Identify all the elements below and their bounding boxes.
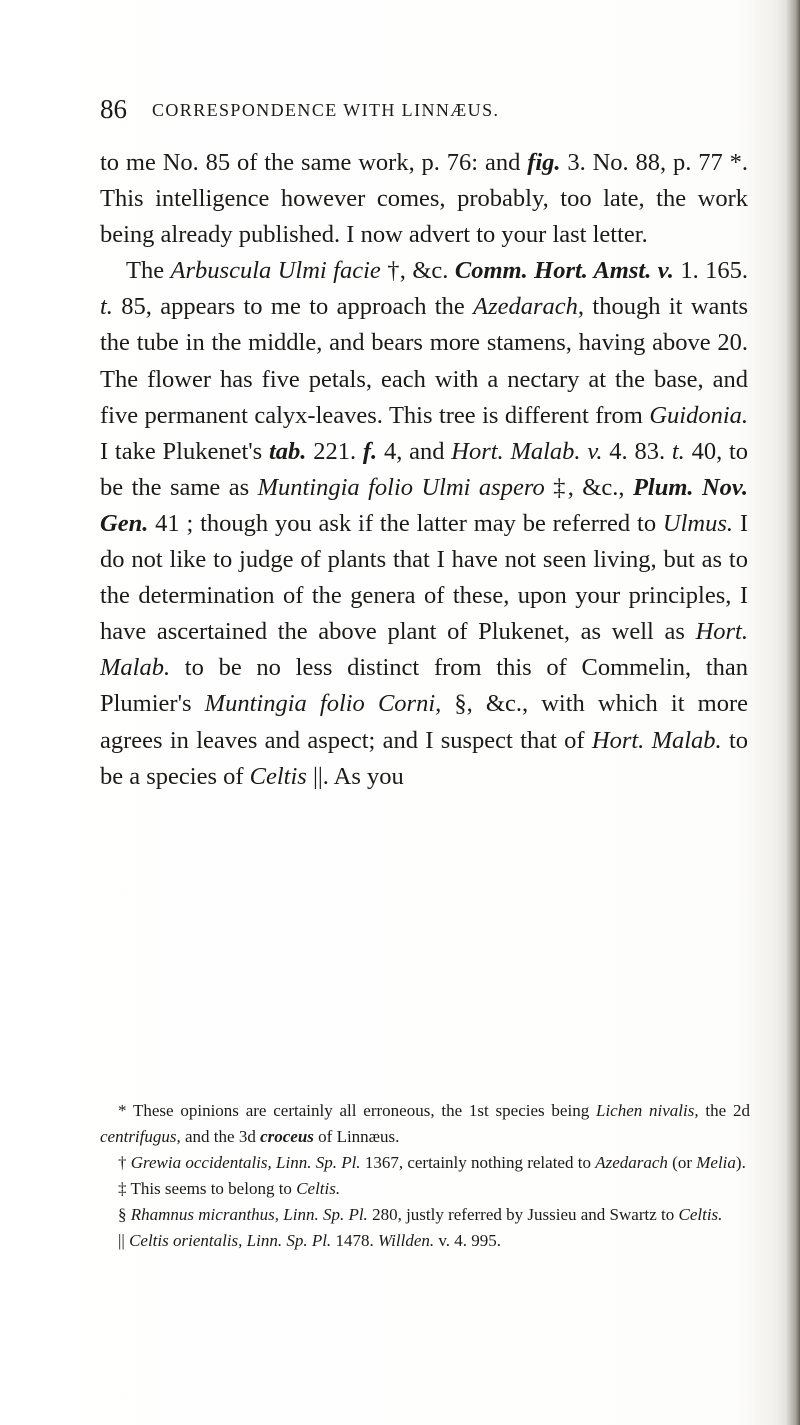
- page-edge-shadow: [786, 0, 800, 1425]
- body-text: [100, 145, 748, 795]
- footnote-4: § Rhamnus micranthus, Linn. Sp. Pl. 280, justly referred by Jussieu and Swartz to Celtis.: [118, 1204, 723, 1224]
- page-number: 86: [100, 94, 127, 124]
- running-head-title: CORRESPONDENCE WITH LINNÆUS.: [152, 100, 500, 120]
- footnote-5: || Celtis orientalis, Linn. Sp. Pl. 1478. Willden. v. 4. 995.: [118, 1230, 502, 1250]
- paragraph-2: The Arbuscula Ulmi facie †, &c. Comm. Hort. Amst. v. 1. 165. t. 85, appears to me to approach the Azedarach, though it wants the tube in the middle, and bears more stamens, having above 20. The flower has five petals, each with a nectary at the base, and five permanent calyx-leaves. This tree is different from Guidonia. I take Plukenet's tab. 221. f. 4, and Hort. Malab. v. 4. 83. t. 40, to be the same as Muntingia folio Ulmi aspero ‡, &c., Plum. Nov. Gen. 41 ; though you ask if the latter may be referred to Ulmus. I do not like to judge of plants that I have not seen living, but as to the determination of the genera of these, upon your principles, I have ascertained the above plant of Plukenet, as well as Hort. Malab. to be no less distinct from this of Commelin, than Plumier's Muntingia folio Corni, §, &c., with which it more agrees in leaves and aspect; and I suspect that of Hort. Malab. to be a species of Celtis ||. As you: [100, 257, 749, 790]
- footnote-2: † Grewia occidentalis, Linn. Sp. Pl. 1367, certainly nothing related to Azedarach (or Melia).: [118, 1152, 746, 1172]
- paragraph-1: to me No. 85 of the same work, p. 76: and fig. 3. No. 88, p. 77 *. This intelligence however comes, probably, too late, the work being already published. I now advert to your last letter.: [100, 149, 748, 249]
- footnote-1: * These opinions are certainly all erroneous, the 1st species being Lichen nivalis, the 2d centrifugus, and the 3d croceus of Linnæus.: [100, 1101, 750, 1146]
- footnote-3: ‡ This seems to belong to Celtis.: [118, 1178, 341, 1198]
- running-head: [100, 94, 740, 134]
- footnotes: [100, 1098, 750, 1253]
